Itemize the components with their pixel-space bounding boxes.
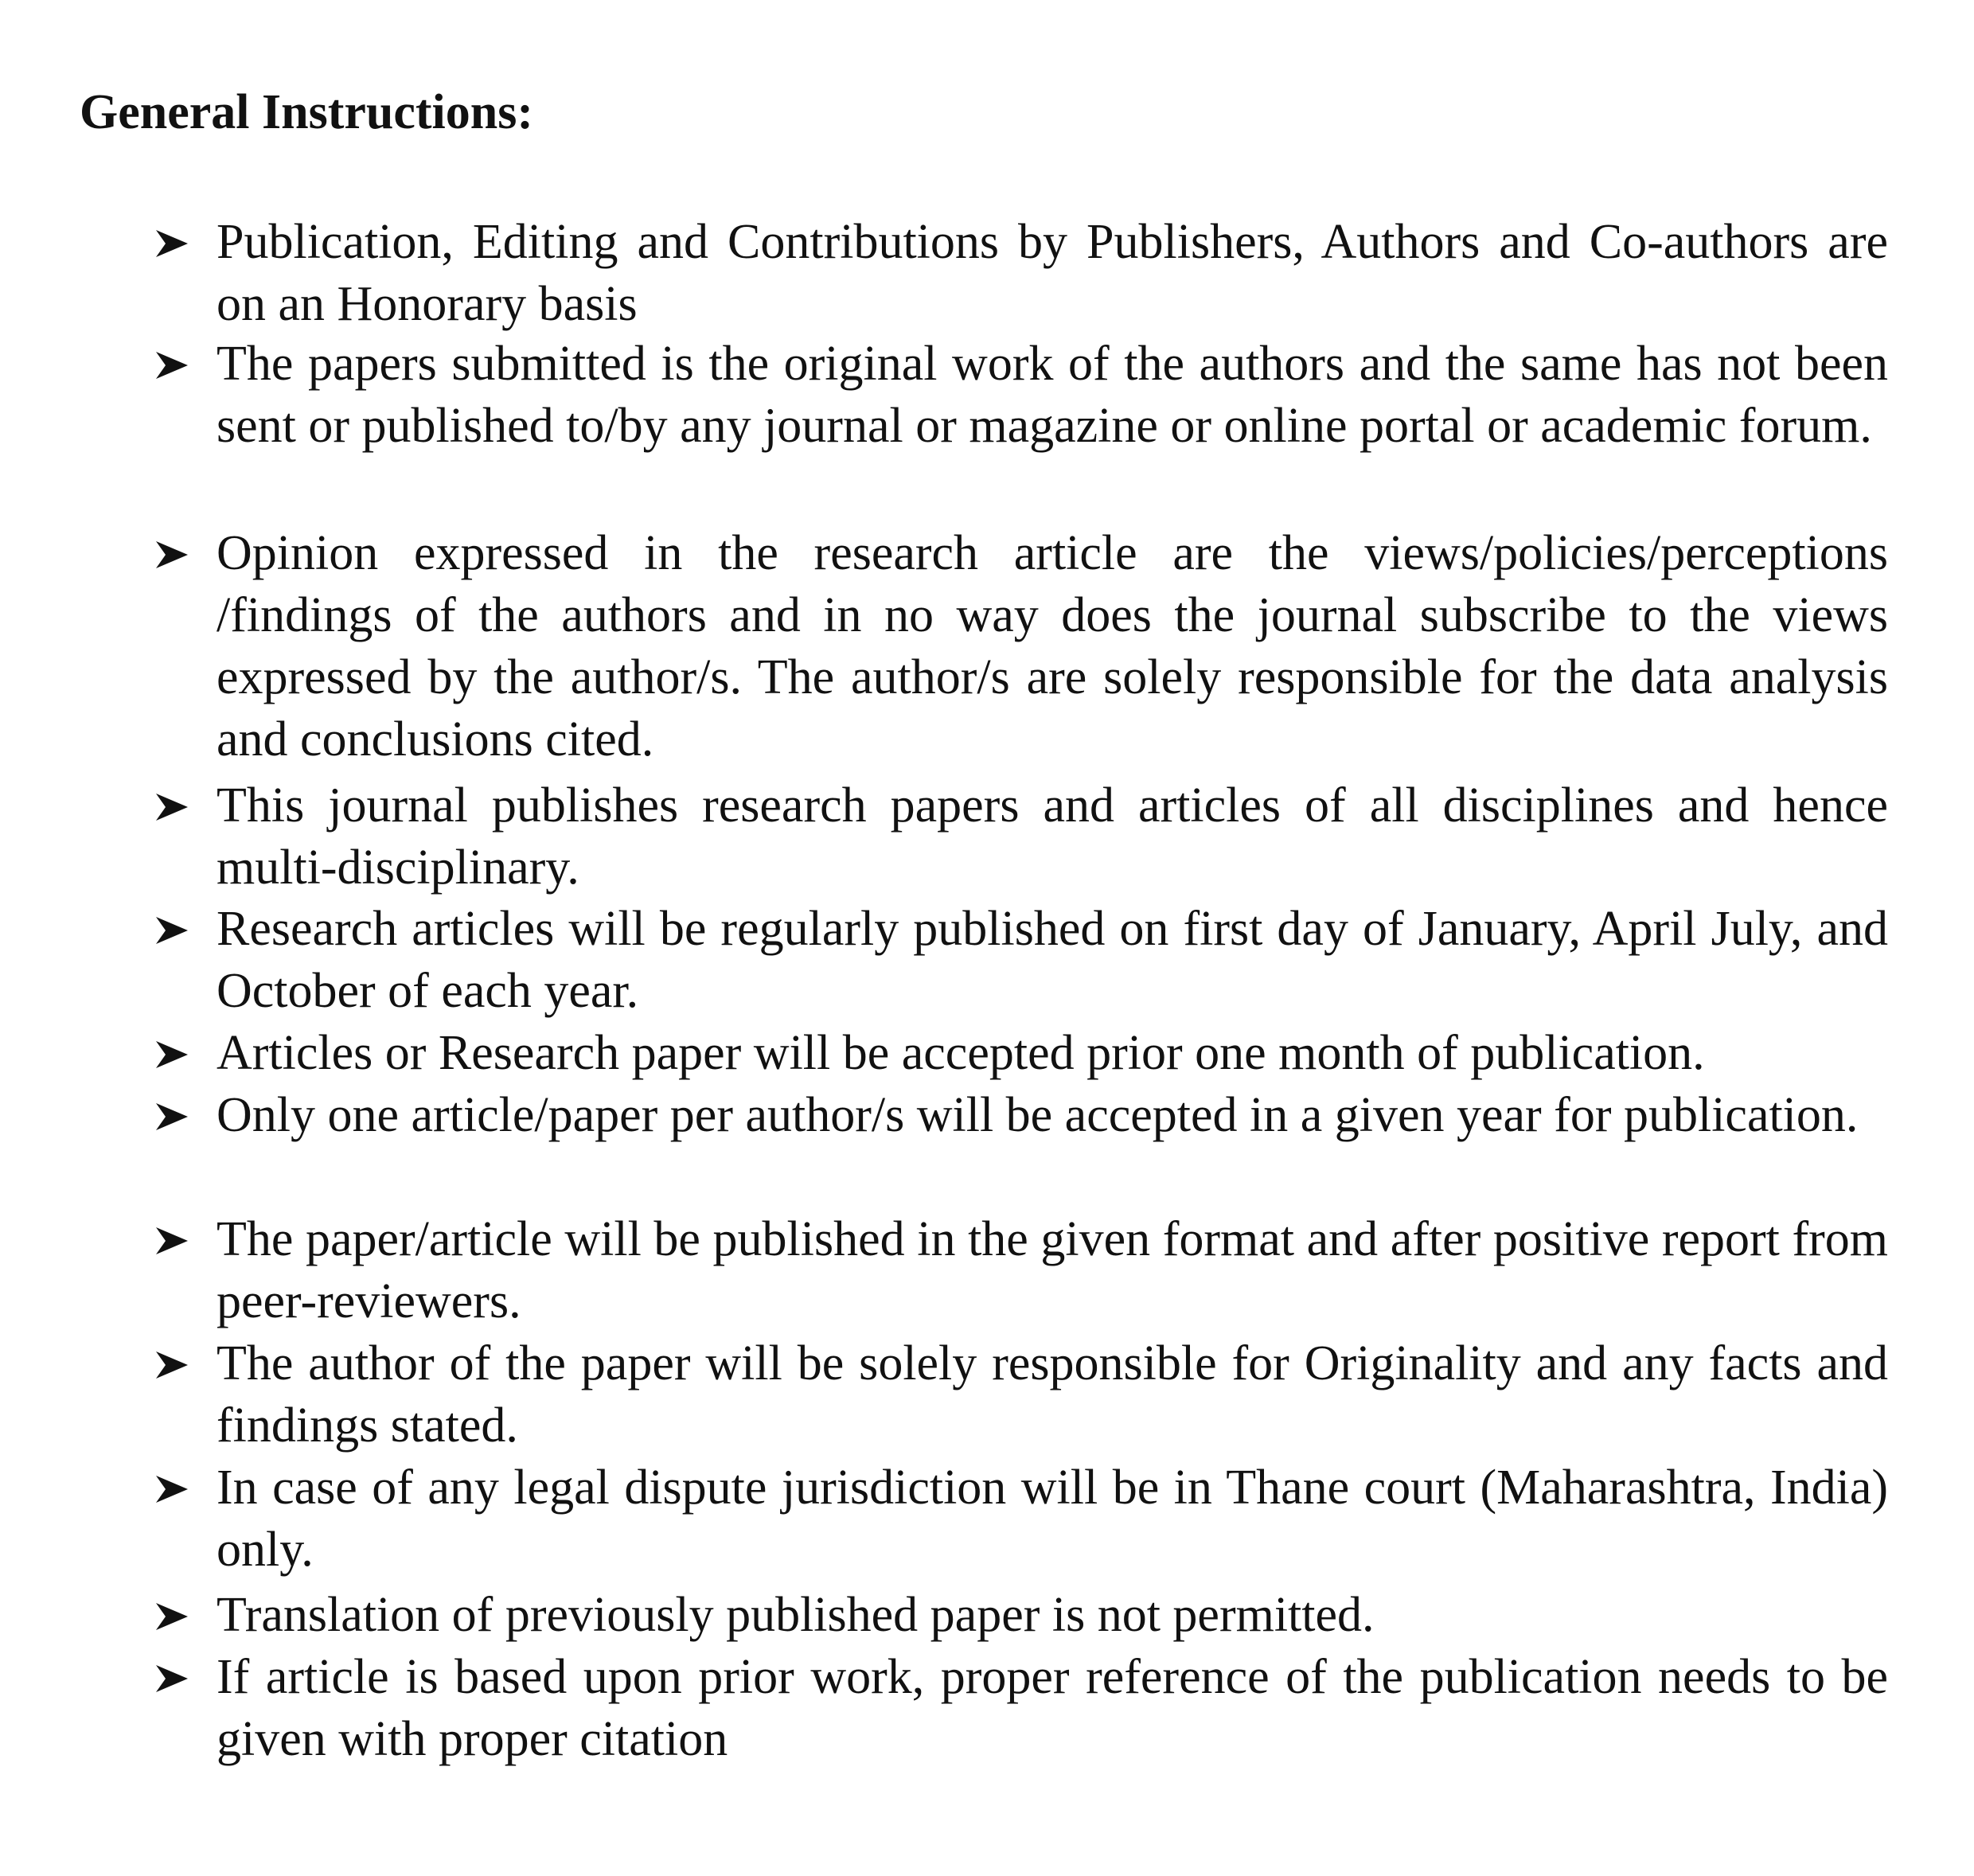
arrowhead-bullet-icon [150,333,197,395]
arrowhead-bullet-icon [150,1584,197,1646]
list-item-text: If article is based upon prior work, proper reference of the publication needs to be given with proper citation [217,1650,1888,1766]
arrowhead-bullet-icon [150,211,197,273]
list-item-text: Research articles will be regularly published on first day of January, April July, and October of each year. [217,902,1888,1018]
arrowhead-bullet-icon [150,1332,197,1394]
list-item-text: Only one article/paper per author/s will be accepted in a given year for publication. [217,1088,1859,1142]
arrowhead-bullet-icon [150,1457,197,1519]
arrowhead-bullet-icon [150,1646,197,1708]
page-heading: General Instructions: [80,85,534,139]
list-item-text: The paper/article will be published in the given format and after positive report from peer-reviewers. [217,1212,1888,1328]
list-item-text: The papers submitted is the original work of the authors and the same has not been sent or published to/by any journal or magazine or online portal or academic forum. [217,337,1888,453]
list-item-text: Articles or Research paper will be accepted prior one month of publication. [217,1026,1705,1080]
arrowhead-bullet-icon [150,1208,197,1270]
list-item-text: Publication, Editing and Contributions by Publishers, Authors and Co-authors are on an Honorary basis [217,215,1888,331]
arrowhead-bullet-icon [150,1022,197,1084]
arrowhead-bullet-icon [150,522,197,584]
list-item-text: The author of the paper will be solely responsible for Originality and any facts and findings stated. [217,1336,1888,1453]
list-item-text: Opinion expressed in the research article are the views/policies/perceptions /findings of the authors and in no way does the journal subscribe to the views expressed by the author/s. The author/s are solely responsible for the data analysis and conclusions cited. [217,526,1888,766]
list-item-text: This journal publishes research papers and articles of all disciplines and hence multi-disciplinary. [217,778,1888,895]
arrowhead-bullet-icon [150,898,197,960]
arrowhead-bullet-icon [150,1084,197,1146]
list-item-text: In case of any legal dispute jurisdiction will be in Thane court (Maharashtra, India) only. [217,1461,1888,1577]
list-item-text: Translation of previously published paper is not permitted. [217,1588,1375,1642]
arrowhead-bullet-icon [150,774,197,837]
